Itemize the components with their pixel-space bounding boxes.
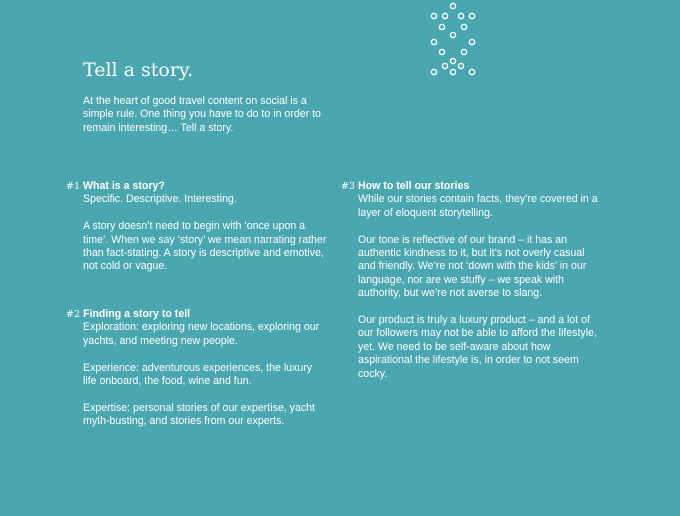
- section-paragraph: Experience: adventurous experiences, the luxury life onboard, the food, wine and fun.: [83, 361, 313, 388]
- section-how-to-tell: [341, 180, 598, 381]
- section-number: #2: [66, 309, 81, 320]
- page-title: Tell a story.: [83, 59, 194, 81]
- section-finding-a-story: [66, 308, 328, 429]
- section-paragraph: A story doesn’t need to begin with ‘once upon a time’. When we say ‘story’ we mean narrating rather than fact-stating. A story is descriptive and emotive, not cold or vague.: [83, 220, 327, 273]
- section-paragraph: Our product is truly a luxury product – and a lot of our followers may not be able to afford the lifestyle, yet. We need to be self-aware about how aspirational the lifestyle is, in order to not seem cocky.: [358, 314, 597, 380]
- section-title: What is a story?: [83, 180, 165, 192]
- intro-paragraph: At the heart of good travel content on social is a simple rule. One thing you have to do to in order to remain interesting… Tell a story.: [83, 95, 321, 134]
- section-paragraph: Expertise: personal stories of our expertise, yacht myth-busting, and stories from our experts.: [83, 401, 315, 428]
- section-paragraph: While our stories contain facts, they’re covered in a layer of eloquent storytelling.: [358, 193, 598, 219]
- section-paragraph: Specific. Descriptive. Interesting.: [83, 193, 237, 206]
- section-title: How to tell our stories: [358, 180, 470, 192]
- section-paragraph: Exploration: exploring new locations, exploring our yachts, and meeting new people.: [83, 321, 320, 347]
- section-paragraph: Our tone is reflective of our brand – it has an authentic kindness to it, but it’s not overly casual and friendly. We’re not ‘down with the kids’ in our language, nor are we stuffy – we speak with authority, but we’re not averse to slang.: [358, 233, 587, 300]
- section-title: Finding a story to tell: [83, 308, 191, 320]
- section-number: #1: [66, 181, 81, 192]
- section-what-is-a-story: [66, 180, 328, 274]
- dotted-figure-eight-logo-icon: [428, 2, 480, 80]
- section-number: #3: [341, 181, 356, 192]
